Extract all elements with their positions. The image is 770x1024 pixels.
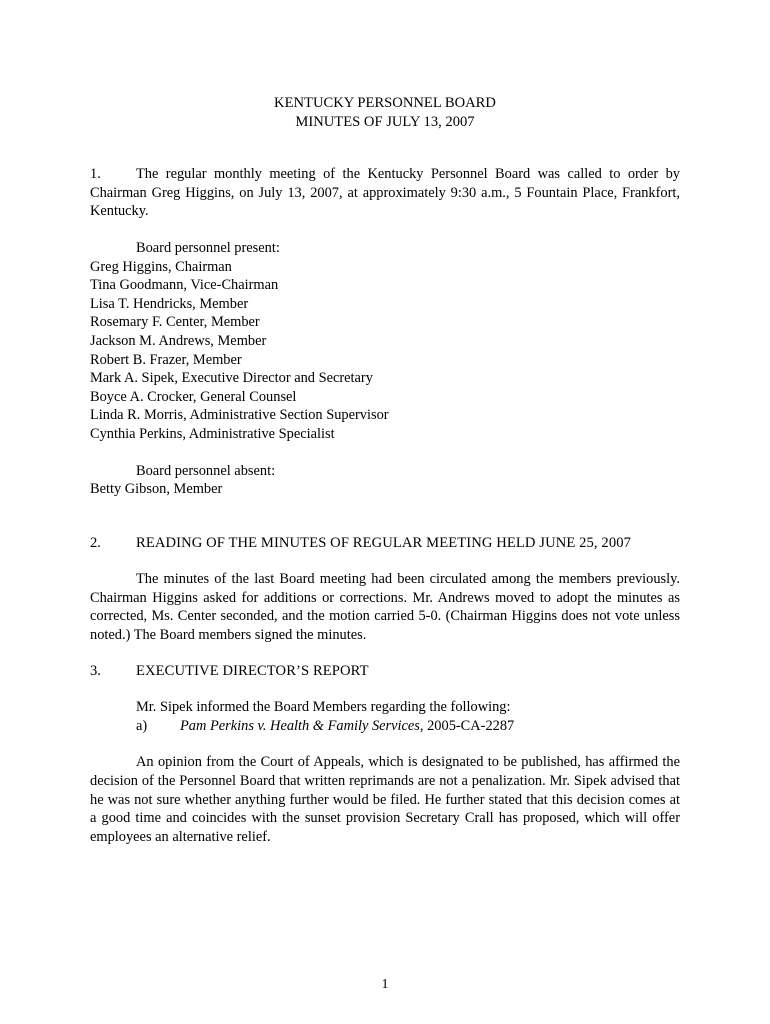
section3-intro: Mr. Sipek informed the Board Members regarding the following: [136,699,511,716]
document-header [90,94,680,131]
present-list [90,258,680,444]
section2-heading [90,534,680,553]
section2-title: READING OF THE MINUTES OF REGULAR MEETING HELD JUNE 25, 2007 [136,534,632,551]
present-member-item: Lisa T. Hendricks, Member [90,295,249,312]
present-member-item: Mark A. Sipek, Executive Director and Secretary [90,370,373,387]
section1-number: 1. [90,166,101,183]
present-member-item: Tina Goodmann, Vice-Chairman [90,277,279,294]
section1-paragraph [90,165,680,221]
section2-paragraph: The minutes of the last Board meeting had been circulated among the members previously. Chairman Higgins asked for additions or corrections. Mr. Andrews moved to adopt the minutes as corrected, Ms. Center seconded, and the motion carried 5-0. (Chairman Higgins does not vote unless noted.) The Board members signed the minutes. [90,571,680,644]
section1-text: The regular monthly meeting of the Kentucky Personnel Board was called to order by Chairman Greg Higgins, on July 13, 2007, at approximately 9:30 a.m., 5 Fountain Place, Frankfort, Kentucky. [90,166,680,220]
present-member-item: Greg Higgins, Chairman [90,258,232,275]
item-a-case [180,717,514,736]
present-member-item: Boyce A. Crocker, General Counsel [90,388,297,405]
present-label: Board personnel present: [136,239,280,256]
minutes-date: MINUTES OF JULY 13, 2007 [295,113,475,130]
item-a-label: a) [136,717,148,734]
document-page [90,94,680,846]
section3-number: 3. [90,662,101,679]
absent-member-item: Betty Gibson, Member [90,481,223,498]
absent-label: Board personnel absent: [136,462,276,479]
section3-title: EXECUTIVE DIRECTOR’S REPORT [136,662,369,679]
present-member-item: Rosemary F. Center, Member [90,314,260,331]
case-title: Pam Perkins v. Health & Family Services [180,717,420,734]
present-member-item: Jackson M. Andrews, Member [90,332,267,349]
present-member-item: Linda R. Morris, Administrative Section Supervisor [90,407,389,424]
section2-number: 2. [90,534,101,551]
case-number: , 2005-CA-2287 [419,717,515,734]
section3-paragraph: An opinion from the Court of Appeals, which is designated to be published, has affirmed the decision of the Personnel Board that written reprimands are not a penalization. Mr. Sipek advised that he was not sure whether anything further would be filed. He further stated that this decision comes at a good time and coincides with the sunset provision Secretary Crall has proposed, which will offer employees an alternative relief. [90,754,680,845]
section3-heading [90,662,680,681]
present-member-item: Cynthia Perkins, Administrative Specialist [90,425,335,442]
page-number: 1 [381,977,389,992]
absent-list [90,480,680,499]
board-name: KENTUCKY PERSONNEL BOARD [274,95,496,111]
item-a-heading [136,717,680,736]
present-member-item: Robert B. Frazer, Member [90,351,242,368]
